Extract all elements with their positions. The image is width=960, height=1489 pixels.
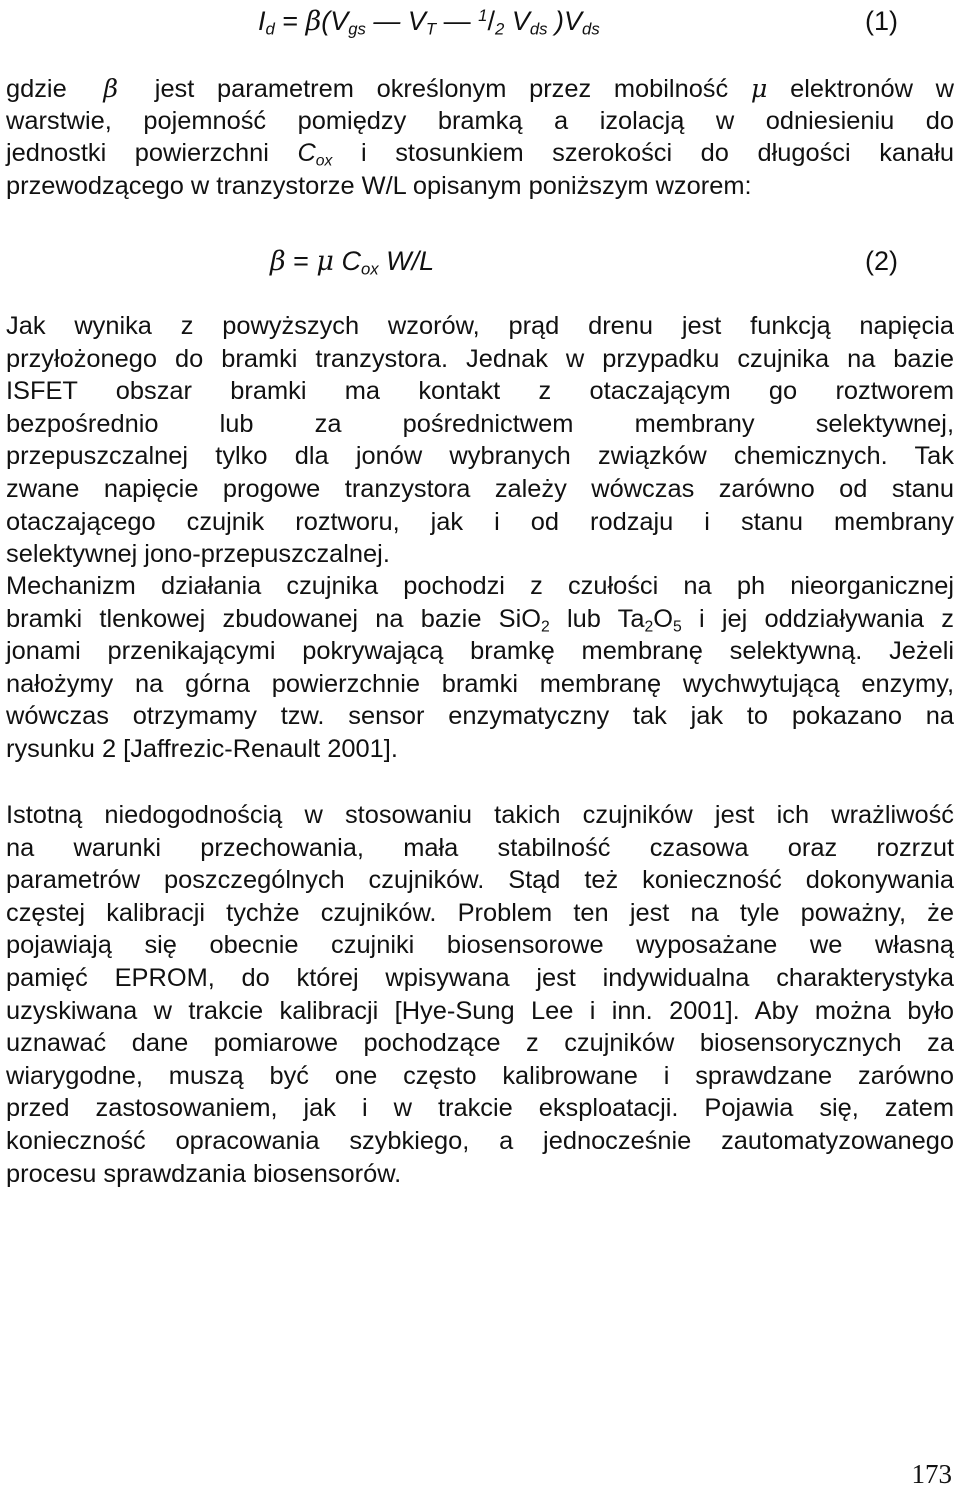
eq1-sub-t: T (425, 19, 437, 39)
text-line: przed zastosowaniem, jak i w trakcie eksploatacji. Pojawia się, zatem (6, 1094, 954, 1123)
text-line: gdzie β jest parametrem określonym przez mobilność μ elektronów w (6, 73, 954, 103)
eq1-vgs: (V (321, 6, 349, 36)
eq1-vds2: )V (547, 6, 583, 36)
text-line: przyłożonego do bramki tranzystora. Jednak w przypadku czujnika na bazie (6, 344, 954, 373)
page-number: 173 (911, 1459, 952, 1489)
eq1-sub-d: d (265, 19, 275, 39)
eq1-vds: V (504, 6, 530, 36)
text-line: zwane napięcie progowe tranzystora zależy wówczas zarówno od stanu (6, 474, 954, 503)
text-line: pojawiają się obecnie czujniki biosensorowe wyposażane we własną (6, 931, 954, 960)
eq1-minus: — (436, 6, 479, 36)
text-line: Mechanizm działania czujnika pochodzi z czułości na ph nieorganicznej (6, 572, 954, 600)
text-line: uznawać dane pomiarowe pochodzące z czujników biosensorycznych za (6, 1029, 954, 1058)
text-line: jonami przenikającymi pokrywającą bramkę membranę selektywną. Jeżeli (6, 637, 954, 666)
text-line: wówczas otrzymamy tzw. sensor enzymatyczny tak jak to pokazano na (6, 702, 954, 731)
text-line: jednostki powierzchni $C_{ox}$ i stosunkiem szerokości do długości kanału (6, 139, 955, 170)
text-line: rysunku 2 [Jaffrezic-Renault 2001]. (6, 734, 398, 763)
equation-1-formula (258, 4, 600, 39)
text-line: uzyskiwana w trakcie kalibracji [Hye-Sung Lee i inn. 2001]. Aby można było (6, 996, 954, 1025)
equation-1-number: (1) (865, 6, 898, 36)
eq1-slash: / (487, 6, 495, 36)
text-line: parametrów poszczególnych czujników. Stąd też konieczność dokonywania (6, 866, 954, 895)
text-line: częstej kalibracji tychże czujników. Problem ten jest na tyle poważny, że (6, 898, 954, 927)
text-line: Istotną niedogodnością w stosowaniu takich czujników jest ich wrażliwość (6, 801, 954, 829)
beta-symbol: β (103, 73, 119, 103)
eq1-minus-vt: — V (365, 6, 426, 36)
text-line: pamięć EPROM, do której wpisywana jest indywidualna charakterystyka (6, 963, 954, 992)
eq1-half-num: 1 (478, 5, 488, 25)
paragraph-1 (6, 72, 954, 202)
eq1-beta: β (305, 6, 322, 37)
text-line: przepuszczalnej tylko dla jonów wybranych związków chemicznych. Tak (6, 442, 954, 471)
paragraph-3 (6, 570, 954, 766)
eq1-sub-gs: gs (348, 19, 366, 39)
eq2-wl: W/L (378, 246, 435, 276)
eq1-sub-ds: ds (529, 19, 548, 39)
text-line: warstwie, pojemność pomiędzy bramką a izolacją w odniesieniu do (6, 106, 954, 135)
eq1-half-den: 2 (495, 19, 505, 39)
eq2-sub-ox: ox (360, 259, 379, 279)
text-line: ISFET obszar bramki ma kontakt z otaczającym go roztworem (6, 377, 954, 406)
text-line: konieczność opracowania szybkiego, a jednocześnie zautomatyzowanego (6, 1126, 954, 1155)
eq1-equals: = (274, 6, 306, 36)
eq2-equals: = (285, 246, 317, 276)
text-line: procesu sprawdzania biosensorów. (6, 1159, 402, 1188)
eq2-c: C (333, 246, 361, 276)
eq2-mu: μ (316, 246, 334, 277)
equation-2-formula (270, 244, 434, 279)
text-line: przewodzącego w tranzystorze W/L opisanym poniższym wzorem: (6, 171, 752, 200)
text-line: otaczającego czujnik roztworu, jak i od rodzaju i stanu membrany (6, 507, 954, 536)
paragraph-2 (6, 310, 954, 571)
text-line: wiarygodne, muszą być one często kalibrowane i sprawdzane zarówno (6, 1061, 954, 1090)
eq1-current: I (258, 6, 266, 36)
text-line: na warunki przechowania, mała stabilność czasowa oraz rozrzut (6, 833, 954, 862)
equation-2-number: (2) (865, 246, 898, 276)
paragraph-4 (6, 799, 954, 1190)
text-line: nałożymy na górna powierzchnie bramki membranę wychwytującą enzymy, (6, 669, 954, 698)
text-line: bezpośrednio lub za pośrednictwem membrany selektywnej, (6, 409, 954, 438)
text-line: Jak wynika z powyższych wzorów, prąd drenu jest funkcją napięcia (6, 312, 954, 340)
text-line: selektywnej jono-przepuszczalnej. (6, 540, 390, 569)
eq1-sub-ds2: ds (582, 19, 600, 39)
eq2-beta: β (270, 246, 286, 277)
mu-symbol: μ (750, 73, 768, 103)
text-line: bramki tlenkowej zbudowanej na bazie SiO$_2$ lub $Ta_2O_5$ i jej oddziaływania z (6, 604, 954, 635)
